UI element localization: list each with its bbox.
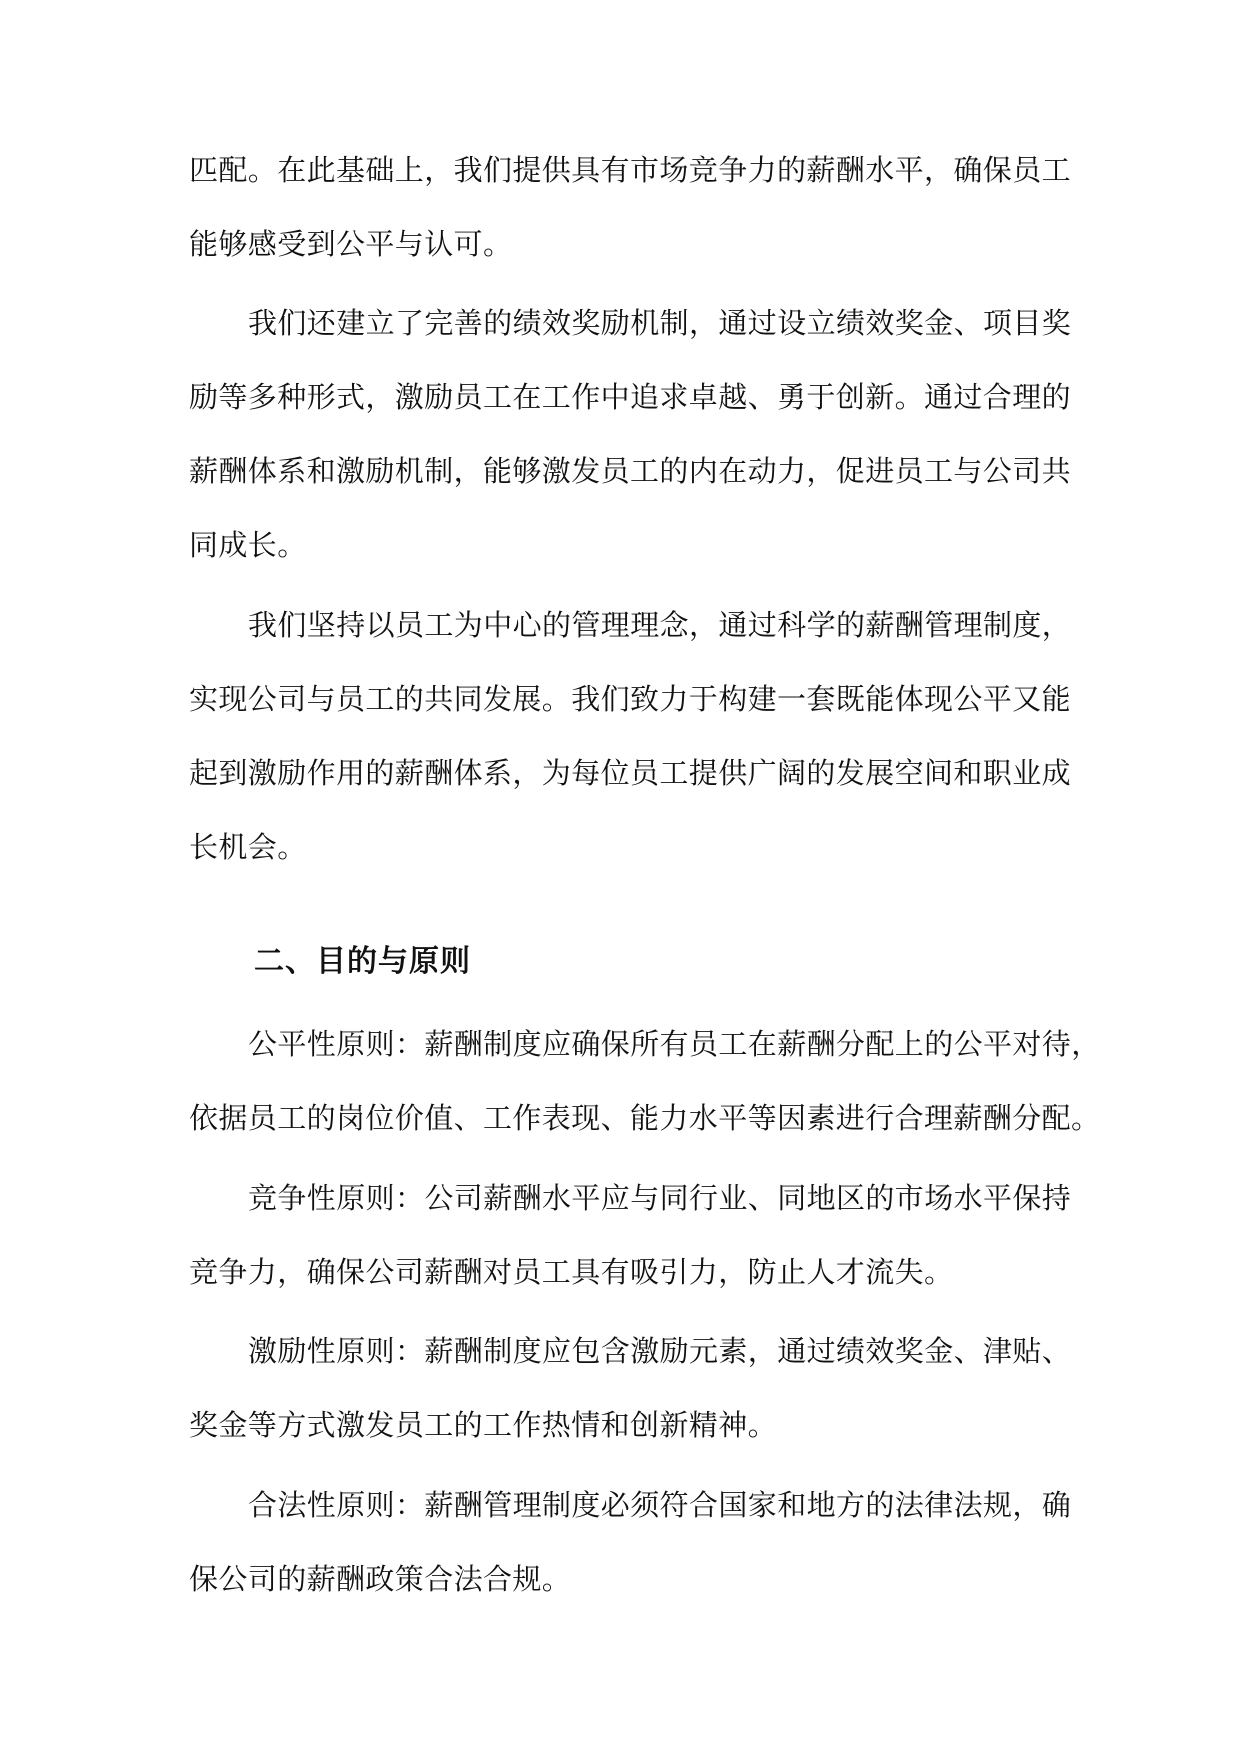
principle-incentive-line-2: 奖金等方式激发员工的工作热情和创新精神。 xyxy=(189,1408,778,1442)
principle-incentive-line-1: 激励性原则：薪酬制度应包含激励元素，通过绩效奖金、津贴、 xyxy=(248,1334,1072,1368)
paragraph-1-line-1: 匹配。在此基础上，我们提供具有市场竞争力的薪酬水平，确保员工 xyxy=(189,153,1072,187)
principle-competitiveness-line-2: 竞争力，确保公司薪酬对员工具有吸引力，防止人才流失。 xyxy=(189,1255,954,1289)
paragraph-3-line-2: 实现公司与员工的共同发展。我们致力于构建一套既能体现公平又能 xyxy=(189,682,1072,716)
paragraph-1-line-2: 能够感受到公平与认可。 xyxy=(189,227,513,261)
paragraph-2-line-3: 薪酬体系和激励机制，能够激发员工的内在动力，促进员工与公司共 xyxy=(189,454,1072,488)
principle-competitiveness-line-1: 竞争性原则：公司薪酬水平应与同行业、同地区的市场水平保持 xyxy=(248,1181,1072,1215)
paragraph-3-line-4: 长机会。 xyxy=(189,830,307,864)
principle-fairness-line-2: 依据员工的岗位价值、工作表现、能力水平等因素进行合理薪酬分配。 xyxy=(189,1101,1101,1135)
paragraph-2-line-4: 同成长。 xyxy=(189,528,307,562)
principle-legality-line-1: 合法性原则：薪酬管理制度必须符合国家和地方的法律法规，确 xyxy=(248,1488,1072,1522)
principle-legality-line-2: 保公司的薪酬政策合法合规。 xyxy=(189,1562,572,1596)
paragraph-2-line-1: 我们还建立了完善的绩效奖励机制，通过设立绩效奖金、项目奖 xyxy=(248,306,1072,340)
paragraph-3-line-3: 起到激励作用的薪酬体系，为每位员工提供广阔的发展空间和职业成 xyxy=(189,756,1072,790)
section-heading: 二、目的与原则 xyxy=(254,944,471,979)
paragraph-3-line-1: 我们坚持以员工为中心的管理理念，通过科学的薪酬管理制度， xyxy=(248,608,1072,642)
principle-fairness-line-1: 公平性原则：薪酬制度应确保所有员工在薪酬分配上的公平对待， xyxy=(248,1027,1101,1061)
paragraph-2-line-2: 励等多种形式，激励员工在工作中追求卓越、勇于创新。通过合理的 xyxy=(189,380,1072,414)
